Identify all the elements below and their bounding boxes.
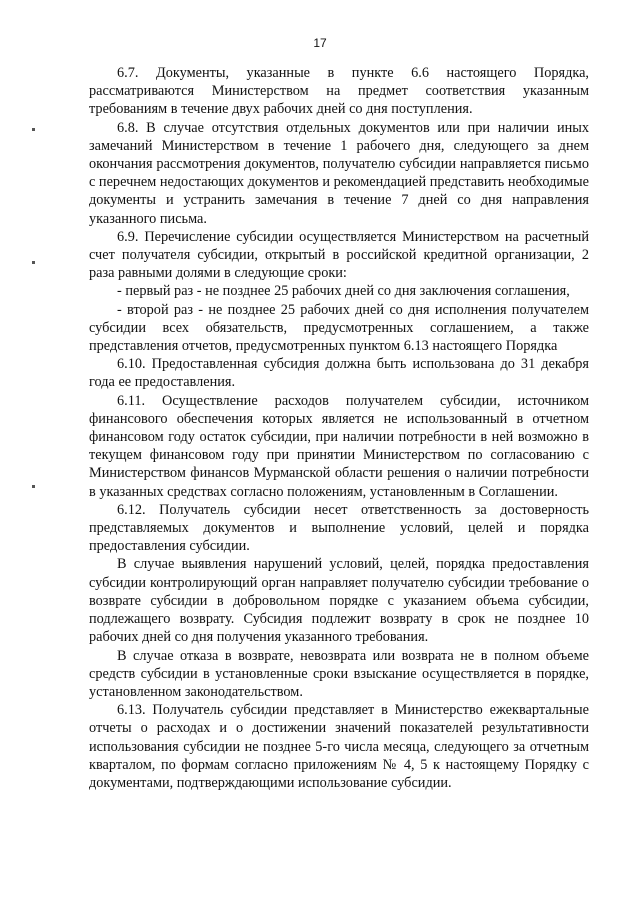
paragraph-6-12: 6.12. Получатель субсидии несет ответственность за достоверность представляемых документов и выполнение условий, целей и порядка предоставления субсидии. bbox=[89, 501, 589, 555]
page-number: 17 bbox=[313, 36, 327, 50]
paragraph-6-10: 6.10. Предоставленная субсидия должна быть использована до 31 декабря года ее предоставления. bbox=[89, 356, 589, 391]
paragraph-6-9: 6.9. Перечисление субсидии осуществляется Министерством на расчетный счет получателя субсидии, открытый в российской кредитной организации, 2 раза равными долями в следующие сроки: bbox=[89, 228, 589, 282]
paragraph-refusal-collection: В случае отказа в возврате, невозврата или возврата не в полном объеме средств субсидии в установленные сроки взыскание осуществляется в порядке, установленном законодательством. bbox=[89, 647, 589, 700]
paragraph-6-11: 6.11. Осуществление расходов получателем субсидии, источником финансового обеспечения которых является не использованный в отчетном финансовом году остаток субсидии, при наличии потребности в ней возможно в текущем финансовом году при принятии Министерством по согласованию с Министерством финансов Мурманской области решения о наличии потребности в указанных средствах согласно положениям, установленным в Соглашении. bbox=[89, 392, 589, 500]
paragraph-violation-return: В случае выявления нарушений условий, целей, порядка предоставления субсидии контролирующий орган направляет получателю субсидии требование о возврате субсидии в добровольном порядке с указанием объема субсидии, подлежащего возврату. Субсидия подлежит возврату в срок не позднее 10 рабочих дней со дня получения указанного требования. bbox=[89, 556, 589, 646]
paragraph-6-13: 6.13. Получатель субсидии представляет в Министерство ежеквартальные отчеты о расходах и о достижении значений показателей результативности использования субсидии не позднее 5-го числа месяца, следующего за отчетным кварталом, по формам согласно приложениям № 4, 5 к настоящему Порядку с документами, подтверждающими использование субсидии. bbox=[89, 702, 589, 791]
scan-mark bbox=[32, 485, 35, 488]
list-item-second-payment: - второй раз - не позднее 25 рабочих дней со дня исполнения получателем субсидии всех обязательств, предусмотренных соглашением, а также представления отчетов, предусмотренных пунктом 6.13 настоящего Порядка bbox=[89, 301, 589, 355]
scan-mark bbox=[32, 128, 35, 131]
list-item-first-payment: - первый раз - не позднее 25 рабочих дней со дня заключения соглашения, bbox=[117, 283, 570, 300]
document-body bbox=[89, 64, 589, 792]
paragraph-6-7: 6.7. Документы, указанные в пункте 6.6 настоящего Порядка, рассматриваются Министерством на предмет соответствия указанным требованиям в течение двух рабочих дней со дня поступления. bbox=[89, 65, 589, 118]
paragraph-6-8: 6.8. В случае отсутствия отдельных документов или при наличии иных замечаний Министерством в течение 1 рабочего дня, следующего за днем окончания рассмотрения документов, получателю субсидии направляется письмо с перечнем недостающих документов и рекомендацией представить необходимые документы и устранить замечания в течение 7 дней со дня направления указанного письма. bbox=[89, 119, 589, 227]
scan-mark bbox=[32, 261, 35, 264]
